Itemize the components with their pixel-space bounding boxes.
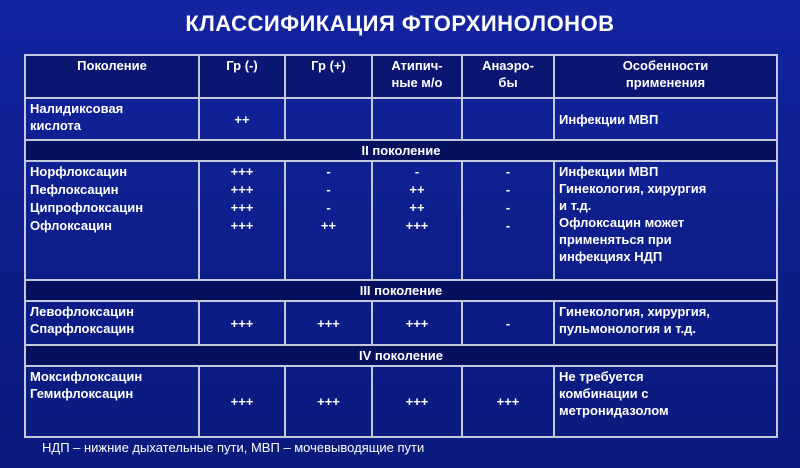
usage-note: Не требуется комбинации с метронидазолом <box>554 366 777 437</box>
generation-label: IV поколение <box>25 345 777 366</box>
header-atypical: Атипич- ные м/о <box>372 55 462 98</box>
gram-positive-value: +++ <box>285 301 372 345</box>
usage-note: Гинекология, хирургия, пульмонология и т.д. <box>554 301 777 345</box>
generation-label: III поколение <box>25 280 777 301</box>
header-gram-negative: Гр (-) <box>199 55 285 98</box>
slide-title: КЛАССИФИКАЦИЯ ФТОРХИНОЛОНОВ <box>185 11 615 36</box>
drug-names: Норфлоксацин Пефлоксацин Ципрофлоксацин Офлоксацин <box>25 161 199 280</box>
atypical-value: +++ <box>372 366 462 437</box>
row-gen4-drugs <box>25 366 777 437</box>
generation-4-row <box>25 345 777 366</box>
row-nalidixic <box>25 98 777 140</box>
header-anaerobes: Анаэро- бы <box>462 55 554 98</box>
anaerobes-values: - - - - <box>462 161 554 280</box>
footnote: НДП – нижние дыхательные пути, МВП – мочевыводящие пути <box>42 440 425 455</box>
classification-table <box>24 54 778 438</box>
row-gen2-drugs <box>25 161 777 280</box>
anaerobes-value <box>462 98 554 140</box>
usage-note: Инфекции МВП Гинекология, хирургия и т.д. Офлоксацин может применяться при инфекциях НДП <box>554 161 777 280</box>
header-generation: Поколение <box>25 55 199 98</box>
drug-names: Моксифлоксацин Гемифлоксацин <box>25 366 199 437</box>
gram-negative-value: +++ <box>199 301 285 345</box>
generation-2-row <box>25 140 777 161</box>
drug-names: Левофлоксацин Спарфлоксацин <box>25 301 199 345</box>
anaerobes-value: - <box>462 301 554 345</box>
drug-name: Налидиксовая кислота <box>25 98 199 140</box>
gram-negative-value: +++ <box>199 366 285 437</box>
anaerobes-value: +++ <box>462 366 554 437</box>
atypical-value: +++ <box>372 301 462 345</box>
header-row <box>25 55 777 98</box>
header-gram-positive: Гр (+) <box>285 55 372 98</box>
gram-positive-value: +++ <box>285 366 372 437</box>
header-usage: Особенности применения <box>554 55 777 98</box>
usage-note: Инфекции МВП <box>554 98 777 140</box>
gram-negative-value: ++ <box>199 98 285 140</box>
generation-3-row <box>25 280 777 301</box>
row-gen3-drugs <box>25 301 777 345</box>
atypical-values: - ++ ++ +++ <box>372 161 462 280</box>
gram-positive-value <box>285 98 372 140</box>
atypical-value <box>372 98 462 140</box>
gram-positive-values: - - - ++ <box>285 161 372 280</box>
generation-label: II поколение <box>25 140 777 161</box>
gram-negative-values: +++ +++ +++ +++ <box>199 161 285 280</box>
